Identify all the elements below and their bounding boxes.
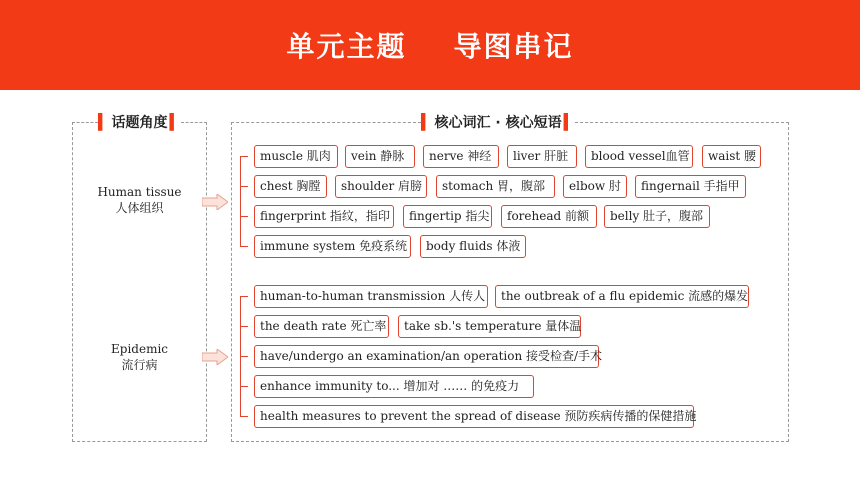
topic-human-tissue <box>82 184 197 216</box>
vocab-chip: waist 腰 <box>702 145 761 168</box>
topic-angle-header: ▍ 话题角度 ▍ <box>72 112 207 132</box>
topic-en: Human tissue <box>97 185 182 199</box>
vocab-chip: immune system 免疫系统 <box>254 235 411 258</box>
vocab-chip: fingertip 指尖 <box>403 205 492 228</box>
vocab-chip: forehead 前额 <box>501 205 597 228</box>
topic-en: Epidemic <box>111 342 168 356</box>
arrow-right-icon <box>202 349 228 365</box>
topic-zh: 人体组织 <box>115 201 164 215</box>
vocab-chip: fingerprint 指纹，指印 <box>254 205 394 228</box>
vocab-chip: chest 胸膛 <box>254 175 327 198</box>
vocab-chip: blood vessel血管 <box>585 145 693 168</box>
vocab-chip: elbow 肘 <box>563 175 627 198</box>
vocab-chip: vein 静脉 <box>345 145 415 168</box>
phrase-chip: enhance immunity to... 增加对 …… 的免疫力 <box>254 375 534 398</box>
core-vocab-header: ▍ 核心词汇 · 核心短语 ▍ <box>231 112 789 132</box>
vocab-chip: belly 肚子，腹部 <box>604 205 710 228</box>
phrase-chip: health measures to prevent the spread of disease 预防疾病传播的保健措施 <box>254 405 694 428</box>
vocab-chip: nerve 神经 <box>423 145 499 168</box>
arrow-right-icon <box>202 194 228 210</box>
phrase-chip: human-to-human transmission 人传人 <box>254 285 488 308</box>
vocab-chip: liver 肝脏 <box>507 145 577 168</box>
phrase-chip: have/undergo an examination/an operation 接受检查/手术 <box>254 345 599 368</box>
vocab-chip: fingernail 手指甲 <box>635 175 746 198</box>
topic-zh: 流行病 <box>121 358 158 372</box>
phrase-chip: take sb.'s temperature 量体温 <box>398 315 581 338</box>
title-banner <box>0 0 860 90</box>
vocab-chip: body fluids 体液 <box>420 235 526 258</box>
bracket-line <box>240 156 241 246</box>
vocab-chip: shoulder 肩膀 <box>335 175 427 198</box>
phrase-chip: the death rate 死亡率 <box>254 315 389 338</box>
vocab-chip: stomach 胃，腹部 <box>436 175 555 198</box>
page-title: 单元主题 导图串记 <box>286 30 574 63</box>
vocab-chip: muscle 肌肉 <box>254 145 338 168</box>
topic-angle-heading: 话题角度 <box>110 112 170 132</box>
topic-angle-panel <box>72 122 207 442</box>
topic-epidemic <box>82 341 197 373</box>
core-vocab-heading: 核心词汇 · 核心短语 <box>433 112 564 132</box>
phrase-chip: the outbreak of a flu epidemic 流感的爆发 <box>495 285 749 308</box>
